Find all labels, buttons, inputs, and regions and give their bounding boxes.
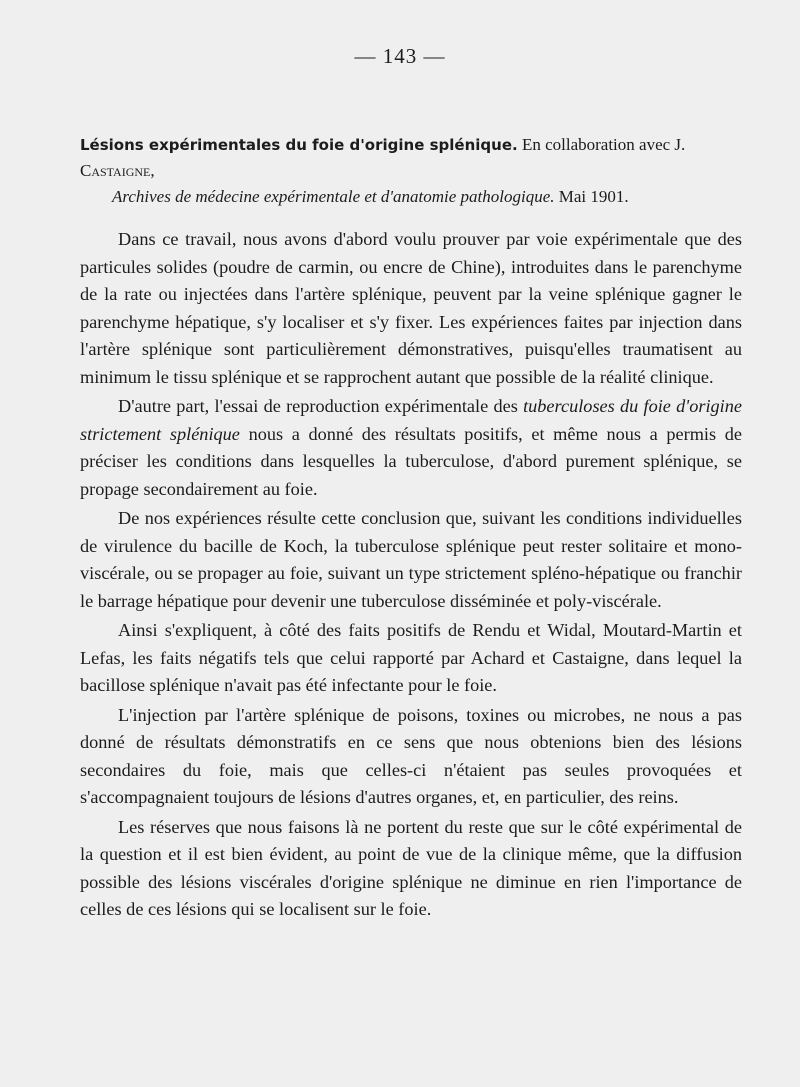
- paragraph-1: Dans ce travail, nous avons d'abord voulu prouver par voie expérimentale que des particules solides (poudre de carmin, ou encre de Chine), introduites dans le parenchyme de la rate ou injectées dans l'artère splénique, peuvent par la veine splénique gagner le parenchyme hépatique, s'y localiser et s'y fixer. Les expériences faites par injection dans l'artère splénique sont particulièrement démonstratives, puisqu'elles traumatisent au minimum le tissu splénique et se rapprochent autant que possible de la réalité clinique.: [80, 229, 742, 387]
- paragraph-2-start: D'autre part, l'essai de reproduction expérimentale des: [118, 396, 518, 416]
- paragraph-2-end: nous a donné des résultats positifs, et même nous a permis de préciser les conditions dans lesquelles la tuberculose, d'abord purement splénique, se propage secondairement au foie.: [80, 423, 742, 499]
- citation-block: Lésions expérimentales du foie d'origine splénique. En collaboration avec J. Castaigne, Archives de médecine expérimentale et d'anatomie pathologique. Mai 1901.: [80, 135, 686, 206]
- paragraph-5: L'injection par l'artère splénique de poisons, toxines ou microbes, ne nous a pas donné de résultats démonstratifs en ce sens que nous obtenions bien des lésions secondaires du foie, mais que celles-ci n'étaient pas seules provoquées et s'accompagnaient toujours de lésions d'autres organes, et, en particulier, des reins.: [80, 704, 742, 807]
- paragraph-6: Les réserves que nous faisons là ne portent du reste que sur le côté expérimental de la question et il est bien évident, au point de vue de la clinique même, que la diffusion possible des lésions viscérales d'origine splénique ne diminue en rien l'importance de celles de ces lésions qui se localisent sur le foie.: [80, 816, 742, 919]
- body-text: [80, 226, 742, 926]
- citation-date: Mai 1901.: [558, 187, 629, 206]
- paragraph-4: Ainsi s'expliquent, à côté des faits positifs de Rendu et Widal, Moutard-Martin et Lefas, les faits négatifs tels que celui rapporté par Achard et Castaigne, dans lequel la bacillose splénique n'avait pas été infectante pour le foie.: [80, 620, 742, 695]
- paragraph-2-emphasis: tuberculoses du foie d'origine strictement splénique: [80, 396, 743, 444]
- paragraph-3: De nos expériences résulte cette conclusion que, suivant les conditions individuelles de virulence du bacille de Koch, la tuberculose splénique peut rester solitaire et mono-viscérale, ou se propager au foie, suivant un type strictement spléno-hépatique ou franchir le barrage hépatique pour devenir une tuberculose disséminée et poly-viscérale.: [80, 508, 742, 611]
- paragraph-2: [80, 393, 742, 503]
- citation-collab-name: Castaigne: [80, 161, 151, 180]
- citation-collab-prefix: En collaboration avec J.: [521, 135, 686, 154]
- citation-journal: Archives de médecine expérimentale et d'anatomie pathologique.: [112, 187, 555, 206]
- citation-title: Lésions expérimentales du foie d'origine splénique.: [80, 136, 518, 154]
- page-number: — 143 —: [354, 44, 446, 68]
